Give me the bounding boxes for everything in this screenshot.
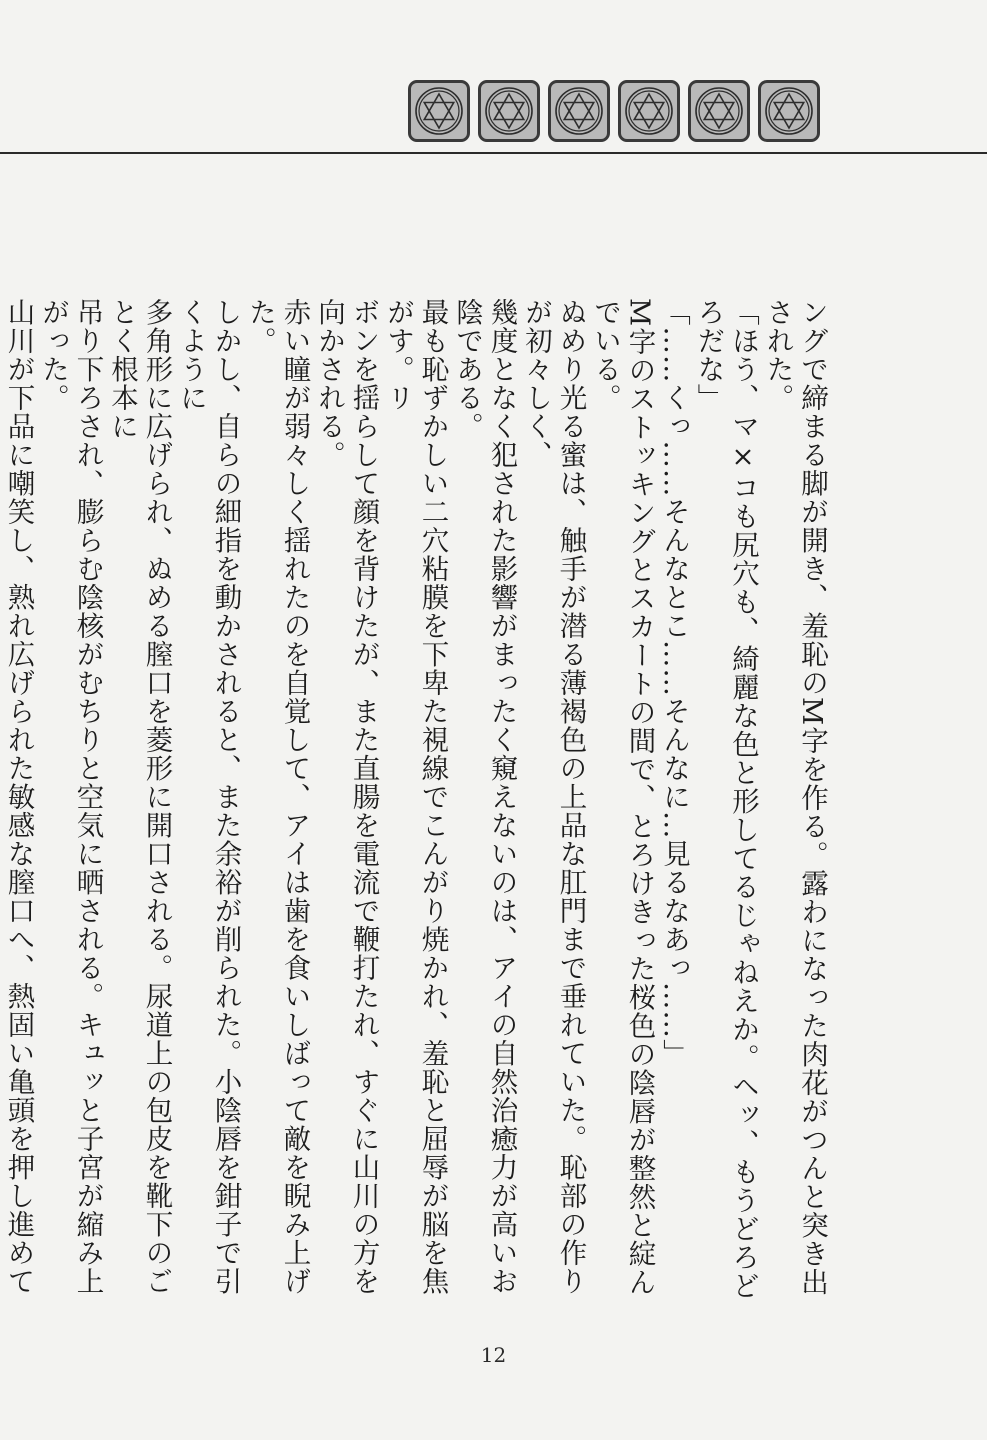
text-line: しかし、自らの細指を動かされると、また余裕が削られた。小陰唇を鉗子で引くように bbox=[175, 298, 242, 1296]
text-line: M字のストッキングとスカートの間で、とろけきった桜色の陰唇が整然と綻んでいる。 bbox=[589, 298, 656, 1297]
text-line: ングで締まる脚が開き、羞恥のM字を作る。露わになった肉花がつんと突き出された。 bbox=[761, 298, 828, 1297]
text-line: ボンを揺らして顔を背けたが、また直腸を電流で鞭打たれ、すぐに山川の方を向かされる。 bbox=[313, 298, 380, 1296]
text-line: 最も恥ずかしい二穴粘膜を下卑た視線でこんがり焼かれ、羞恥と屈辱が脳を焦がす。リ bbox=[382, 298, 449, 1296]
page-number: 12 bbox=[480, 1343, 507, 1367]
text-line: 「……くっ……そんなとこ……そんなに…見るなあっ……」 bbox=[658, 298, 690, 1068]
text-line: 山川が下品に嘲笑し、熟れ広げられた敏感な膣口へ、熱固い亀頭を押し進めて bbox=[2, 298, 35, 1296]
text-line: 赤い瞳が弱々しく揺れたのを自覚して、アイは歯を食いしばって敵を睨み上げた。 bbox=[244, 298, 311, 1296]
text-line: 幾度となく犯された影響がまったく窺えないのは、アイの自然治癒力が高いお陰である。 bbox=[451, 298, 518, 1296]
hexagram-in-circle-icon bbox=[548, 80, 610, 142]
vertical-body-text bbox=[0, 298, 829, 1313]
header-ornament-row bbox=[408, 80, 820, 142]
hexagram-in-circle-icon bbox=[408, 80, 470, 142]
text-line: 多角形に広げられ、ぬめる膣口を菱形に開口される。尿道上の包皮を靴下のごとく根本に bbox=[106, 298, 173, 1296]
hexagram-in-circle-icon bbox=[478, 80, 540, 142]
header-divider bbox=[0, 152, 987, 154]
text-line: 吊り下ろされ、膨らむ陰核がむちりと空気に晒される。キュッと子宮が縮み上がった。 bbox=[37, 298, 104, 1296]
hexagram-in-circle-icon bbox=[618, 80, 680, 142]
text-line: 「ほう、マ×コも尻穴も、綺麗な色と形してるじゃねえか。ヘッ、もうどろどろだな」 bbox=[692, 298, 759, 1300]
hexagram-in-circle-icon bbox=[688, 80, 750, 142]
hexagram-in-circle-icon bbox=[758, 80, 820, 142]
text-line: ぬめり光る蜜は、触手が潜る薄褐色の上品な肛門まで垂れていた。恥部の作りが初々しく、 bbox=[520, 298, 587, 1296]
